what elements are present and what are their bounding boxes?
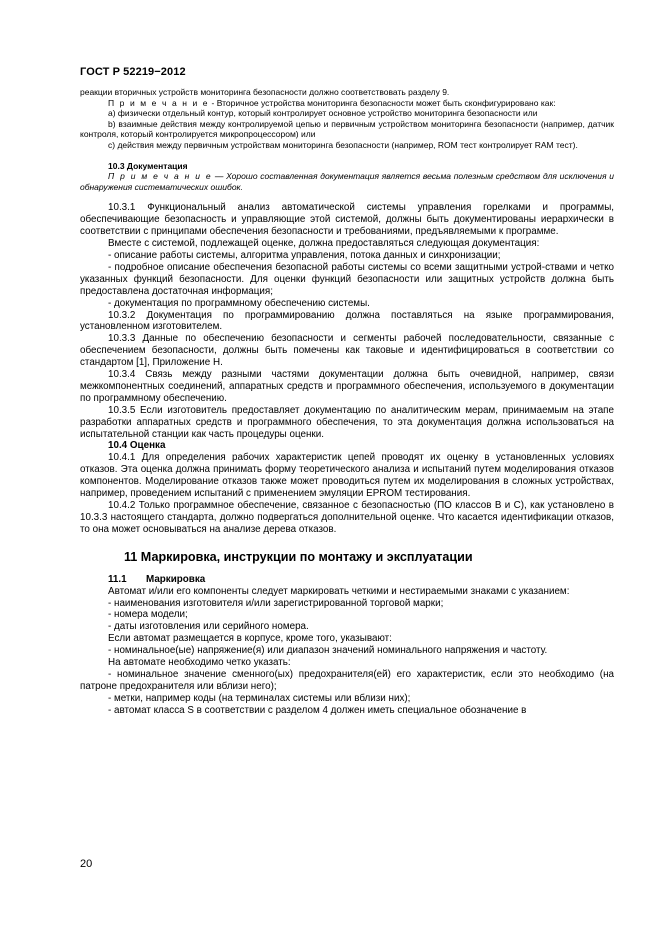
note-label: П р и м е ч а н и е [108, 171, 213, 182]
note-text: - Вторичное устройства мониторинга безопасности может быть сконфигурировано как: [209, 97, 556, 108]
page-content [80, 87, 614, 717]
marking-list-item: - метки, например коды (на терминалах системы или вблизи них); [108, 692, 411, 704]
note-item-b: b) взаимные действия между контролируемой цепью и первичным устройством мониторинга безопасности (например, датчик контроля, который контролируется микропроцессором) или [80, 118, 614, 140]
section-11-title: 11 Маркировка, инструкции по монтажу и эксплуатации [124, 549, 473, 564]
paragraph-10-3-5: 10.3.5 Если изготовитель предоставляет документацию по аналитическим мерам, принимаемым на этапе разработки аппаратных средств и программного обеспечения, то эта документация должна использоваться на испытательной станции как часть процедуры оценки. [80, 404, 614, 440]
doc-list-item: - документация по программному обеспечению системы. [108, 297, 370, 309]
section-10-4-title: 10.4 Оценка [108, 440, 166, 452]
section-10-3-note [80, 171, 614, 192]
note-secondary-device [80, 98, 614, 109]
note-label: П р и м е ч а н и е [108, 97, 210, 108]
page-number: 20 [80, 858, 93, 870]
subsection-number: 11.1 [108, 573, 127, 585]
standard-header: ГОСТ Р 52219−2012 [80, 66, 186, 78]
continuation-line: реакции вторичных устройств мониторинга безопасности должно соответствовать разделу 9. [80, 87, 450, 97]
paragraph-10-4-2: 10.4.2 Только программное обеспечение, связанное с безопасностью (ПО классов B и C), как установлено в 10.3.3 настоящего стандарта, должно подвергаться дополнительной оценке. Что касается идентификации отказов, то она может основываться на анализе дерева отказов. [80, 500, 614, 535]
note-item-c: c) действия между первичным устройствам мониторинга безопасности (например, ROM тест контролирует RAM тест). [108, 139, 578, 150]
enclosure-intro: Если автомат размещается в корпусе, кроме того, указывают: [108, 633, 392, 645]
paragraph-10-3-1: 10.3.1 Функциональный анализ автоматической системы управления горелками и программы, обеспечивающие безопасность и управляющие этой системой, должны быть документированы иерархически в соответствии с принципами обеспечения безопасности и требованиями, предъявляемыми к программе. [80, 202, 614, 238]
paragraph-10-3-2: 10.3.2 Документация по программированию должна поставляться на языке программирования, установленном изготовителем. [80, 309, 614, 333]
subsection-11-1-title [80, 574, 614, 586]
paragraph-10-4-1: 10.4.1 Для определения рабочих характеристик цепей проводят их оценку в установленных условиях отказов. Эта оценка должна принимать форму теоретического анализа и испытаний путем моделирования отказов компонентов. Моделирование отказов также может проводиться путем их моделирования в сложных устройствах, например, проведением испытаний с применением эмуляции EPROM тестирования. [80, 452, 614, 500]
paragraph-10-3-3: 10.3.3 Данные по обеспечению безопасности и сегменты рабочей последовательности, связанные с обеспечением безопасности, должны быть помечены как таковые и идентифицироваться в соответствии со стандартом [1], Приложение H. [80, 333, 614, 369]
section-10-3-title: 10.3 Документация [108, 160, 188, 171]
note-text: — Хорошо составленная документация является весьма полезным средством для исключения и обнаружения систематических ошибок. [80, 171, 614, 192]
marking-intro: Автомат и/или его компоненты следует маркировать четкими и нестираемыми знаками с указанием: [108, 585, 570, 597]
marking-list-item: - даты изготовления или серийного номера. [108, 621, 309, 633]
marking-list-item: - номинальное(ые) напряжение(я) или диапазон значений номинального напряжения и частоту. [108, 645, 548, 657]
doc-list-item: - подробное описание обеспечения безопасной работы системы со всеми защитными устрой-ствами и четко указанных функций безопасности. Для оценки функций безопасности или защитных устройств должна быть предоставлена достаточная информация; [80, 261, 614, 297]
note-item-a: a) физически отдельный контур, который контролирует основное устройство мониторинга безопасности или [108, 108, 538, 119]
doc-list-item: - описание работы системы, алгоритма управления, потока данных и синхронизации; [108, 249, 501, 261]
marking-list-item: - номинальное значение сменного(ых) предохранителя(ей) его характеристик, если это необходимо (на патроне предохранителя или вблизи него); [80, 668, 614, 692]
automat-marking-intro: На автомате необходимо четко указать: [108, 657, 291, 669]
documentation-intro: Вместе с системой, подлежащей оценке, должна предоставляться следующая документация: [108, 238, 540, 250]
marking-list-item: - номера модели; [108, 609, 188, 621]
paragraph-10-3-4: 10.3.4 Связь между разными частями документации должна быть очевидной, например, связи межкомпонентных соединений, аппаратных средств и программного обеспечения, используемого в документации по программному обеспечению. [80, 369, 614, 404]
marking-list-item: - автомат класса S в соответствии с разделом 4 должен иметь специальное обозначение в [108, 704, 527, 716]
subsection-name: Маркировка [146, 573, 206, 585]
marking-list-item: - наименования изготовителя и/или зарегистрированной торговой марки; [108, 597, 444, 609]
